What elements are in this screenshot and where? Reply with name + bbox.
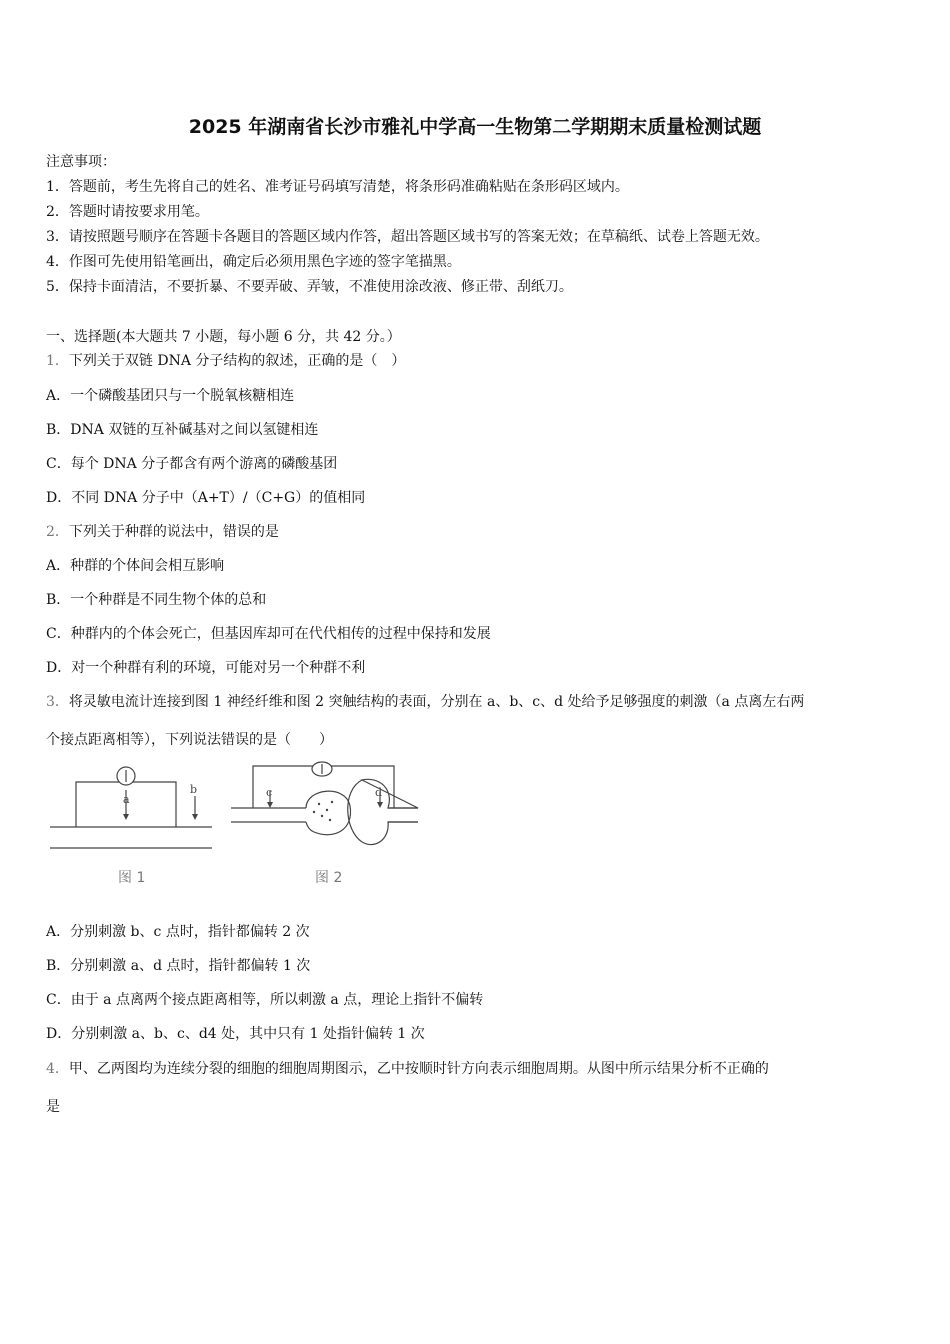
question-1-stem [46, 351, 405, 371]
nerve-figure [44, 760, 444, 895]
question-3-stem [46, 692, 804, 712]
question-number: 3． [46, 694, 69, 710]
option-c: C．由于 a 点离两个接点距离相等，所以刺激 a 点，理论上指针不偏转 [46, 992, 484, 1008]
label-c: c [266, 786, 273, 799]
notice-item: 3．请按照题号顺序在答题卡各题目的答题区域内作答，超出答题区域书写的答案无效；在草稿纸、试卷上答题无效。 [46, 229, 769, 245]
label-a: a [123, 793, 130, 806]
question-text: 甲、乙两图均为连续分裂的细胞的细胞周期图示，乙中按顺时针方向表示细胞周期。从图中所示结果分析不正确的 [68, 1061, 769, 1077]
option-d: D．不同 DNA 分子中（A+T）/（C+G）的值相同 [46, 490, 366, 506]
postsynaptic-cell [348, 779, 418, 844]
option-b: B．分别刺激 a、d 点时，指针都偏转 1 次 [46, 958, 311, 974]
question-4-stem [46, 1059, 769, 1079]
notice-heading: 注意事项： [46, 154, 116, 170]
question-number: 4． [46, 1061, 69, 1077]
question-text: 下列关于双链 DNA 分子结构的叙述，正确的是（ ） [68, 353, 406, 369]
option-a: A．种群的个体间会相互影响 [46, 558, 225, 574]
question-2-stem [46, 522, 279, 542]
notice-item: 4．作图可先使用铅笔画出，确定后必须用黑色字迹的签字笔描黑。 [46, 254, 461, 270]
option-d: D．对一个种群有利的环境，可能对另一个种群不利 [46, 660, 366, 676]
option-c: C．每个 DNA 分子都含有两个游离的磷酸基团 [46, 456, 338, 472]
notice-item: 5．保持卡面清洁，不要折暴、不要弄破、弄皱，不准使用涂改液、修正带、刮纸刀。 [46, 279, 573, 295]
question-number: 2． [46, 524, 69, 540]
section-heading: 一、选择题(本大题共 7 小题，每小题 6 分，共 42 分。） [46, 329, 401, 345]
question-4-stem-cont: 是 [46, 1099, 60, 1115]
figure-1-caption: 图 1 [118, 870, 146, 886]
option-a: A．一个磷酸基团只与一个脱氧核糖相连 [46, 388, 295, 404]
label-d: d [375, 786, 383, 799]
option-c: C．种群内的个体会死亡，但基因库却可在代代相传的过程中保持和发展 [46, 626, 491, 642]
notice-item: 2．答题时请按要求用笔。 [46, 204, 209, 220]
page-title: 2025 年湖南省长沙市雅礼中学高一生物第二学期期末质量检测试题 [188, 116, 762, 138]
question-text: 下列关于种群的说法中，错误的是 [68, 524, 279, 540]
question-text: 将灵敏电流计连接到图 1 神经纤维和图 2 突触结构的表面，分别在 a、b、c、d 处给予足够强度的刺激（a 点离左右两 [68, 694, 805, 710]
question-3-stem-cont: 个接点距离相等），下列说法错误的是（ ） [46, 732, 333, 748]
question-number: 1． [46, 353, 69, 369]
label-b: b [190, 783, 198, 796]
option-b: B．DNA 双链的互补碱基对之间以氢键相连 [46, 422, 319, 438]
option-a: A．分别刺激 b、c 点时，指针都偏转 2 次 [46, 924, 310, 940]
option-b: B．一个种群是不同生物个体的总和 [46, 592, 267, 608]
presynaptic-knob [306, 791, 351, 835]
figure-2-caption: 图 2 [315, 870, 343, 886]
option-d: D．分别刺激 a、b、c、d4 处，其中只有 1 处指针偏转 1 次 [46, 1026, 425, 1042]
notice-item: 1．答题前，考生先将自己的姓名、准考证号码填写清楚，将条形码准确粘贴在条形码区域内。 [46, 179, 629, 195]
